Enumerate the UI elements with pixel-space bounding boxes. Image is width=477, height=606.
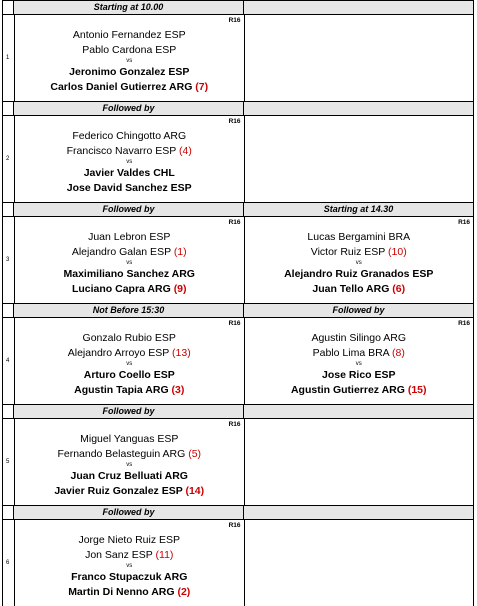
session-header-cols — [14, 303, 474, 318]
player-seed: (15) — [407, 383, 427, 396]
match-cell — [245, 15, 475, 101]
player-name: Fernando Belasteguin ARG — [57, 447, 186, 460]
vs-label: vs — [355, 361, 362, 367]
court-number — [3, 520, 15, 606]
match-cell — [15, 318, 245, 404]
player-seed: (4) — [179, 144, 192, 157]
player-name: Jose Rico ESP — [321, 369, 396, 381]
match-cols — [15, 419, 474, 505]
court-row — [2, 419, 474, 505]
court-row — [2, 116, 474, 202]
match — [245, 15, 474, 101]
player-name: Federico Chingotto ARG — [72, 130, 187, 142]
player-name: Javier Ruiz Gonzalez ESP — [54, 484, 183, 497]
team2-player — [15, 469, 244, 484]
session-header-row — [2, 404, 474, 419]
match — [15, 116, 244, 202]
session-header: Followed by — [244, 303, 474, 318]
team2-player — [15, 267, 244, 282]
vs-label: vs — [126, 58, 133, 64]
player-seed: (5) — [188, 447, 202, 460]
court-number-label: 6 — [6, 560, 10, 566]
vs-label: vs — [355, 260, 362, 266]
session-header-cols — [14, 505, 474, 520]
player-name: Arturo Coello ESP — [83, 369, 175, 381]
match — [15, 15, 244, 101]
match — [245, 318, 474, 404]
team1-player — [245, 346, 474, 361]
team2-player — [15, 484, 244, 499]
player-seed: (1) — [173, 245, 187, 258]
court-number-label: 3 — [6, 257, 10, 263]
player-name: Franco Stupaczuk ARG — [71, 571, 188, 583]
round-label: R16 — [458, 219, 470, 226]
team1-player — [245, 245, 474, 260]
round-label: R16 — [228, 421, 241, 428]
team2-player — [15, 166, 244, 181]
team2-player — [15, 65, 244, 80]
player-name: Victor Ruiz ESP — [310, 245, 386, 258]
team2-player — [15, 80, 244, 95]
court-number — [3, 419, 15, 505]
match-cols — [15, 520, 474, 606]
player-name: Agustin Gutierrez ARG — [290, 383, 405, 396]
match-cols — [15, 116, 474, 202]
court-row — [2, 318, 474, 404]
session-header — [244, 0, 474, 15]
player-name: Gonzalo Rubio ESP — [82, 332, 176, 344]
court-number — [3, 318, 15, 404]
match-cell — [245, 217, 475, 303]
player-seed: (14) — [185, 484, 205, 497]
round-label: R16 — [228, 17, 241, 24]
player-seed: (8) — [392, 346, 405, 359]
player-name: Jorge Nieto Ruiz ESP — [78, 534, 181, 546]
session-header: Followed by — [14, 404, 244, 419]
vs-label: vs — [126, 159, 133, 165]
match-cell — [15, 15, 245, 101]
court-number-label: 4 — [6, 358, 10, 364]
player-name: Martin Di Nenno ARG — [68, 585, 175, 598]
player-name: Jose David Sanchez ESP — [66, 181, 192, 194]
match — [15, 217, 244, 303]
team2-player — [15, 570, 244, 585]
round-label: R16 — [228, 118, 241, 125]
court-index-spacer — [3, 202, 14, 217]
session-header-cols — [14, 404, 474, 419]
player-seed: (10) — [388, 245, 407, 258]
player-name: Jeronimo Gonzalez ESP — [69, 66, 190, 78]
match-cols — [15, 217, 474, 303]
team2-player — [245, 383, 474, 398]
team1-player — [15, 331, 244, 346]
team1-player — [15, 129, 244, 144]
player-seed: (9) — [173, 282, 187, 295]
team2-player — [245, 368, 474, 383]
session-header-cols — [14, 101, 474, 116]
round-label: R16 — [228, 522, 241, 529]
player-name: Alejandro Ruiz Granados ESP — [284, 268, 434, 280]
match-cell — [15, 419, 245, 505]
court-number — [3, 116, 15, 202]
match-cols — [15, 318, 474, 404]
match-cell — [245, 116, 475, 202]
session-header-row — [2, 202, 474, 217]
team1-player — [15, 346, 244, 361]
court-row — [2, 520, 474, 606]
session-header-row — [2, 505, 474, 520]
order-of-play-table — [2, 0, 474, 606]
team2-player — [15, 368, 244, 383]
session-header: Starting at 14.30 — [244, 202, 474, 217]
match-cell — [245, 318, 475, 404]
court-index-spacer — [3, 101, 14, 116]
player-seed: (3) — [171, 383, 185, 396]
session-header-row — [2, 0, 474, 15]
court-number — [3, 15, 15, 101]
session-header: Not Before 15:30 — [14, 303, 244, 318]
session-header: Followed by — [14, 101, 244, 116]
player-name: Francisco Navarro ESP — [66, 144, 177, 157]
player-name: Alejandro Arroyo ESP — [67, 346, 170, 359]
match-cell — [15, 520, 245, 606]
player-seed: (13) — [172, 346, 191, 359]
player-name: Pablo Lima BRA — [312, 346, 390, 359]
player-name: Juan Lebron ESP — [88, 231, 171, 243]
court-index-spacer — [3, 505, 14, 520]
court-number — [3, 217, 15, 303]
team1-player — [15, 432, 244, 447]
court-row — [2, 15, 474, 101]
player-name: Juan Tello ARG — [312, 282, 390, 295]
session-header: Followed by — [14, 202, 244, 217]
player-name: Agustin Tapia ARG — [74, 383, 169, 396]
match — [245, 217, 474, 303]
team1-player — [245, 331, 474, 346]
player-name: Jon Sanz ESP — [85, 548, 153, 561]
player-name: Javier Valdes CHL — [83, 167, 175, 179]
team1-player — [15, 43, 244, 58]
team1-player — [15, 230, 244, 245]
team2-player — [15, 181, 244, 196]
round-label: R16 — [228, 219, 241, 226]
player-name: Carlos Daniel Gutierrez ARG — [50, 80, 193, 93]
session-header — [244, 404, 474, 419]
player-name: Pablo Cardona ESP — [82, 43, 177, 56]
court-number-label: 1 — [6, 55, 10, 61]
vs-label: vs — [126, 260, 133, 266]
team2-player — [15, 383, 244, 398]
court-number-label: 5 — [6, 459, 10, 465]
session-header-row — [2, 101, 474, 116]
session-header: Starting at 10.00 — [14, 0, 244, 15]
team1-player — [15, 144, 244, 159]
player-name: Agustin Silingo ARG — [311, 332, 407, 344]
match — [245, 419, 474, 505]
player-name: Juan Cruz Belluati ARG — [70, 470, 188, 482]
match-cell — [245, 419, 475, 505]
player-seed: (7) — [195, 80, 209, 93]
session-header-cols — [14, 0, 474, 15]
team1-player — [15, 28, 244, 43]
round-label: R16 — [458, 320, 470, 327]
vs-label: vs — [126, 361, 133, 367]
court-number-label: 2 — [6, 156, 10, 162]
team2-player — [245, 282, 474, 297]
match — [15, 318, 244, 404]
player-seed: (6) — [392, 282, 406, 295]
court-row — [2, 217, 474, 303]
match-cell — [15, 116, 245, 202]
match — [245, 116, 474, 202]
team1-player — [245, 230, 474, 245]
match — [15, 520, 244, 606]
player-name: Antonio Fernandez ESP — [72, 29, 186, 41]
team1-player — [15, 447, 244, 462]
vs-label: vs — [126, 563, 133, 569]
team1-player — [15, 533, 244, 548]
vs-label: vs — [126, 462, 133, 468]
session-header — [244, 505, 474, 520]
player-seed: (11) — [155, 548, 174, 561]
team1-player — [15, 548, 244, 563]
player-seed: (2) — [177, 585, 191, 598]
round-label: R16 — [228, 320, 241, 327]
team2-player — [245, 267, 474, 282]
court-index-spacer — [3, 303, 14, 318]
player-name: Alejandro Galan ESP — [71, 245, 171, 258]
match-cols — [15, 15, 474, 101]
match — [15, 419, 244, 505]
match-cell — [245, 520, 475, 606]
session-header — [244, 101, 474, 116]
team2-player — [15, 282, 244, 297]
player-name: Miguel Yanguas ESP — [80, 433, 179, 445]
court-index-spacer — [3, 0, 14, 15]
team1-player — [15, 245, 244, 260]
session-header: Followed by — [14, 505, 244, 520]
session-header-row — [2, 303, 474, 318]
match — [245, 520, 474, 606]
player-name: Maximiliano Sanchez ARG — [63, 268, 195, 280]
match-cell — [15, 217, 245, 303]
player-name: Luciano Capra ARG — [71, 282, 171, 295]
session-header-cols — [14, 202, 474, 217]
player-name: Lucas Bergamini BRA — [307, 231, 411, 243]
court-index-spacer — [3, 404, 14, 419]
